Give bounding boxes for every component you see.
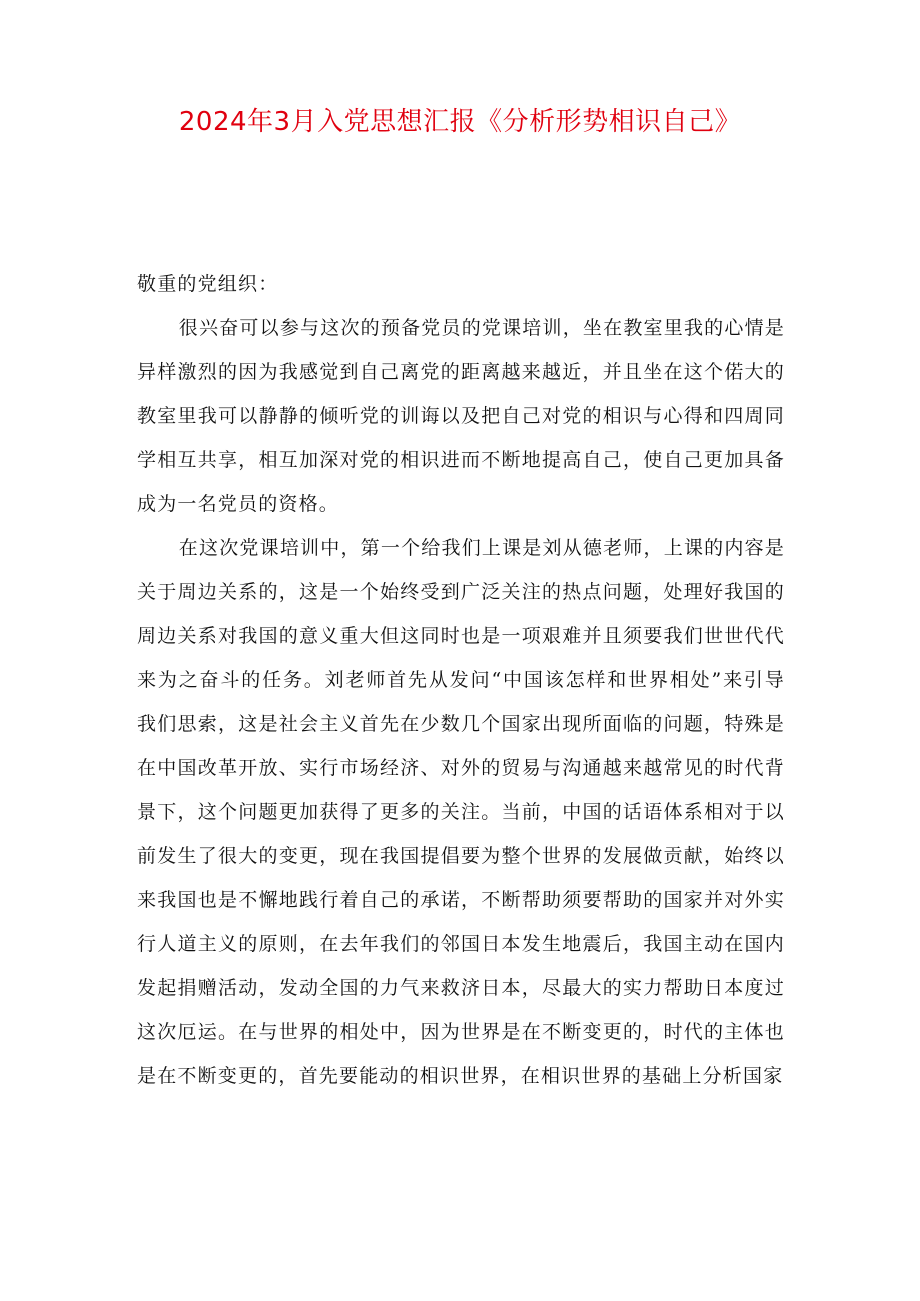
paragraph-1: 很兴奋可以参与这次的预备党员的党课培训，坐在教室里我的心情是异样激烈的因为我感觉到自己离党的距离越来越近，并且坐在这个偌大的教室里我可以静静的倾听党的训诲以及把自己对党的相识与心得和四周同学相互共享，相互加深对党的相识进而不断地提高自己，使自己更加具备成为一名党员的资格。 xyxy=(137,317,785,515)
document-title: 2024年3月入党思想汇报《分析形势相识自己》 xyxy=(178,107,742,137)
paragraph-2: 在这次党课培训中，第一个给我们上课是刘从德老师，上课的内容是关于周边关系的，这是一个始终受到广泛关注的热点问题，处理好我国的周边关系对我国的意义重大但这同时也是一项艰难并且须要我们世世代代来为之奋斗的任务。刘老师首先从发问“中国该怎样和世界相处”来引导我们思索，这是社会主义首先在少数几个国家出现所面临的问题，特殊是在中国改革开放、实行市场经济、对外的贸易与沟通越来越常见的时代背景下，这个问题更加获得了更多的关注。当前，中国的话语体系相对于以前发生了很大的变更，现在我国提倡要为整个世界的发展做贡献，始终以来我国也是不懈地践行着自己的承诺，不断帮助须要帮助的国家并对外实行人道主义的原则，在去年我们的邻国日本发生地震后，我国主动在国内发起捐赠活动，发动全国的力气来救济日本，尽最大的实力帮助日本度过这次厄运。在与世界的相处中，因为世界是在不断变更的，时代的主体也是在不断变更的，首先要能动的相识世界，在相识世界的基础上分析国家 xyxy=(137,537,785,1087)
document-body xyxy=(137,262,785,1098)
salutation: 敬重的党组织： xyxy=(137,273,279,295)
